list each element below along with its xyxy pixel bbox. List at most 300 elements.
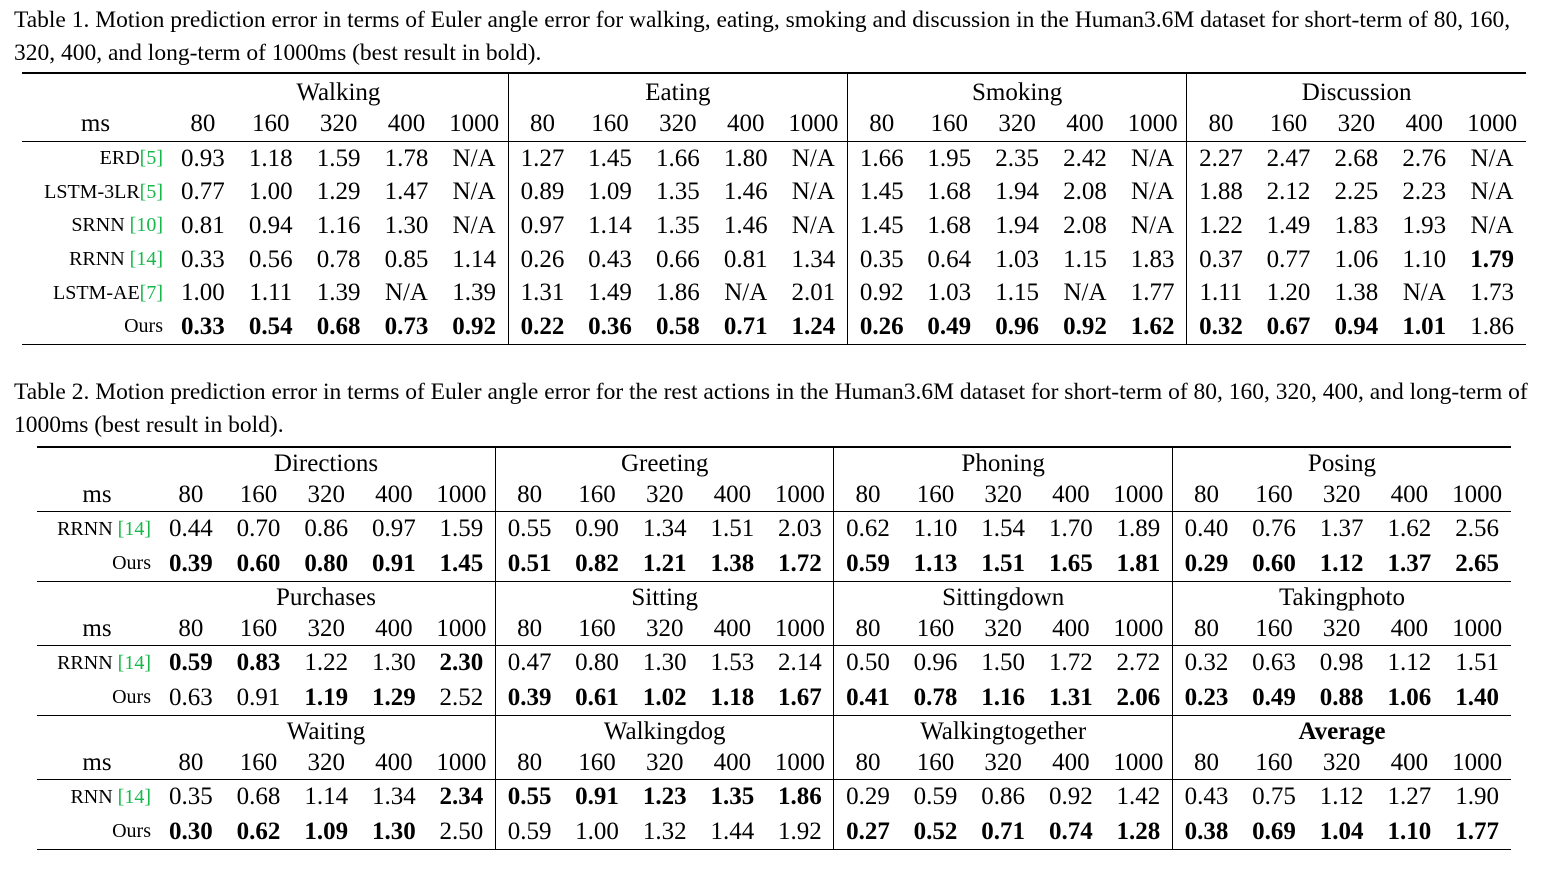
timestep-label: 400 [1037,746,1105,780]
timestep-label: 1000 [780,107,848,142]
table-cell: 0.90 [575,515,619,543]
method-label: ERD [99,147,140,170]
table-cell: 1.10 [913,515,958,543]
table-cell: 1.92 [766,815,834,850]
citation-link: [14] [117,785,151,808]
timestep-label: 80 [834,612,902,646]
table-cell: 0.54 [248,312,293,340]
table-cell: N/A [1119,209,1187,243]
table-row [37,681,1511,716]
table-cell: 1.22 [304,649,349,677]
table-cell: 1.16 [969,681,1037,716]
table-cell: 0.70 [236,515,281,543]
table-cell: 0.94 [248,211,293,239]
table-cell: 0.36 [588,312,632,340]
table-cell: 0.94 [1334,312,1379,340]
timestep-label: 160 [915,107,983,142]
table-cell: 0.73 [384,312,429,340]
timestep-label: 1000 [428,612,496,646]
table-cell: 1.03 [927,279,972,307]
table-cell: 0.47 [507,649,552,677]
table-cell: 1.59 [316,144,361,172]
timestep-label: 400 [1037,478,1105,512]
timestep-label: 1000 [766,478,834,512]
group-label: Eating [508,73,847,107]
table-cell: 0.78 [902,681,970,716]
method-label: LSTM-3LR [44,180,140,203]
timestep-label: 1000 [766,612,834,646]
table-cell: 0.40 [1184,515,1229,543]
group-label: Walkingdog [495,716,833,747]
table-cell: 0.30 [168,817,213,845]
table-cell: 0.91 [360,547,428,582]
table-cell: 1.01 [1402,312,1447,340]
table-cell: 0.62 [846,515,890,543]
table-cell: 1.09 [588,178,632,206]
timestep-label: 400 [1051,107,1119,142]
table-cell: 1.72 [1048,649,1093,677]
table-cell: 0.60 [1240,547,1308,582]
table-cell: 2.47 [1266,144,1311,172]
table-cell: 1.49 [588,279,632,307]
table-cell: 1.62 [1119,310,1187,344]
method-name [37,646,157,681]
table-cell: 0.59 [913,783,958,811]
table-row [37,646,1511,681]
group-header-spacer [37,447,157,478]
table-cell: 1.12 [1387,649,1432,677]
table-cell: 0.82 [563,547,631,582]
table-cell: 0.69 [1252,817,1296,845]
citation-link: [5] [139,147,163,170]
table-cell: 1.83 [1334,211,1379,239]
method-name [37,681,157,716]
table-cell: 1.24 [780,310,848,344]
table-cell: 2.30 [428,646,496,681]
table-cell: 0.92 [1048,783,1093,811]
group-label: Smoking [848,73,1187,107]
table-cell: 0.89 [520,178,565,206]
table-cell: 1.81 [1105,547,1173,582]
table-cell: 0.63 [157,681,225,716]
timestep-label: 1000 [1105,478,1173,512]
timestep-label: 80 [834,746,902,780]
table-cell: 0.22 [520,312,565,340]
table-cell: N/A [724,279,768,307]
table-cell: 1.00 [575,817,619,845]
table-cell: 1.16 [316,211,361,239]
table-cell: 1.66 [656,144,700,172]
group-header-spacer [22,73,169,107]
table-cell: 1.39 [316,279,361,307]
table-cell: 1.62 [1387,515,1432,543]
table-cell: 1.44 [710,817,755,845]
table-cell: 0.55 [507,783,552,811]
table-cell: 2.06 [1105,681,1173,716]
table-cell: 0.62 [236,817,281,845]
table-cell: 0.71 [981,817,1026,845]
timestep-label: 160 [1240,746,1308,780]
method-name [22,209,169,243]
table-cell: 1.00 [248,178,293,206]
citation-link: [7] [139,281,163,304]
table-cell: 2.25 [1334,178,1379,206]
ms-label: ms [37,612,157,646]
table-cell: 0.78 [316,245,361,273]
table-cell: 0.52 [913,817,958,845]
table-cell: 1.11 [1199,279,1243,307]
table-cell: 1.89 [1105,512,1173,547]
table-cell: N/A [780,176,848,210]
citation-link: [14] [117,651,151,674]
timestep-label: 1000 [1443,612,1511,646]
table-cell: 0.32 [1184,649,1229,677]
timestep-label: 320 [292,612,360,646]
table-cell: 1.23 [642,783,687,811]
table-cell: 0.29 [846,783,890,811]
timestep-label: 400 [699,746,767,780]
table-cell: 1.49 [1266,211,1311,239]
table-cell: 0.76 [1252,515,1296,543]
table-cell: 0.55 [507,515,552,543]
table-cell: 1.39 [440,276,508,310]
table-cell: 1.78 [384,144,429,172]
table-cell: 0.96 [913,649,958,677]
table-cell: 0.39 [157,547,225,582]
table-cell: 1.93 [1402,211,1447,239]
timestep-label: 80 [1187,107,1255,142]
table-cell: N/A [1119,176,1187,210]
table1 [22,72,1526,345]
table-cell: 1.02 [631,681,699,716]
table-cell: 1.68 [927,178,972,206]
table-cell: 2.12 [1266,178,1311,206]
table-cell: 1.35 [656,178,700,206]
timestep-label: 80 [495,478,563,512]
table-cell: 0.26 [520,245,565,273]
table-cell: 1.67 [766,681,834,716]
table-cell: 1.45 [588,144,632,172]
table-cell: 2.08 [1063,211,1107,239]
table-cell: 1.45 [859,178,904,206]
table-cell: 1.29 [316,178,361,206]
ms-label: ms [37,746,157,780]
table-cell: 1.14 [440,243,508,277]
timestep-label: 320 [1308,478,1376,512]
table-cell: 0.97 [520,211,565,239]
table-cell: 1.46 [723,178,768,206]
table-cell: 0.26 [859,312,904,340]
table-cell: 1.15 [1063,245,1107,273]
table-cell: 1.38 [1334,279,1379,307]
timestep-label: 160 [1255,107,1323,142]
table-cell: 0.59 [168,649,213,677]
timestep-label: 160 [563,612,631,646]
table-cell: N/A [440,142,508,176]
table-cell: 1.59 [428,512,496,547]
method-label: RRNN [57,651,118,674]
table-cell: 0.80 [575,649,619,677]
table-cell: 1.31 [520,279,565,307]
table-cell: 1.80 [723,144,768,172]
method-label: Ours [112,820,151,843]
table-cell: 1.51 [969,547,1037,582]
table-cell: 1.51 [710,515,755,543]
table-cell: 1.12 [1308,547,1376,582]
table-cell: 0.61 [563,681,631,716]
table2-caption: Table 2. Motion prediction error in terms of Euler angle error for the rest actions in the Human3.6M dataset for short-term of 80, 160, 320, 400, and long-term of 1000ms (best result in bold). [14,379,1528,438]
table-cell: 1.53 [710,649,755,677]
table-cell: 0.80 [292,547,360,582]
method-label: RRNN [57,517,118,540]
table-cell: 0.75 [1252,783,1296,811]
table-cell: 1.28 [1105,815,1173,850]
table-cell: 1.10 [1387,817,1432,845]
timestep-label: 400 [1037,612,1105,646]
method-name [22,243,169,277]
timestep-label: 320 [1308,612,1376,646]
timestep-label: 80 [834,478,902,512]
table-cell: 1.09 [304,817,349,845]
table-row [37,512,1511,547]
table-cell: 1.34 [780,243,848,277]
timestep-label: 160 [225,746,293,780]
method-name [37,815,157,850]
table-cell: 1.34 [372,783,416,811]
timestep-label: 1000 [428,478,496,512]
table-cell: 0.37 [1199,245,1243,273]
table-cell: 1.12 [1319,783,1364,811]
method-label: RRNN [69,248,130,271]
method-name [22,176,169,210]
table-cell: 0.43 [1184,783,1229,811]
table-cell: 1.45 [428,547,496,582]
table-cell: 1.45 [859,211,904,239]
table-cell: 0.59 [834,547,902,582]
timestep-label: 400 [699,612,767,646]
method-label: Ours [112,686,151,709]
timestep-label: 320 [292,746,360,780]
table-cell: 1.68 [927,211,972,239]
timestep-label: 80 [157,478,225,512]
timestep-label: 400 [1390,107,1458,142]
timestep-label: 80 [848,107,916,142]
table-row [22,310,1526,344]
table-cell: 0.91 [225,681,293,716]
table-cell: 1.66 [859,144,904,172]
table-cell: 0.81 [181,211,225,239]
method-label: Ours [112,552,151,575]
timestep-label: 80 [495,612,563,646]
timestep-label: 400 [373,107,441,142]
table-cell: 0.92 [859,279,904,307]
table-cell: 1.14 [588,211,632,239]
timestep-label: 400 [360,746,428,780]
method-name [22,276,169,310]
table-cell: 0.97 [372,515,416,543]
ms-label: ms [22,107,169,142]
method-label: LSTM-AE [53,281,140,304]
table-cell: 0.92 [1063,312,1107,340]
group-label: Average [1298,718,1386,745]
table-cell: N/A [384,279,428,307]
table-cell: 0.63 [1252,649,1296,677]
table-cell: 0.77 [1266,245,1311,273]
timestep-label: 80 [157,746,225,780]
group-label: Walkingtogether [834,716,1173,747]
table-cell: 0.29 [1172,547,1240,582]
table-cell: 1.10 [1402,245,1447,273]
group-label: Phoning [834,447,1173,478]
timestep-label: 160 [1240,478,1308,512]
timestep-label: 320 [631,612,699,646]
table-cell: N/A [440,209,508,243]
table-cell: 0.33 [181,312,225,340]
table-cell: 0.35 [859,245,904,273]
table-cell: 1.18 [699,681,767,716]
table-cell: 2.01 [780,276,848,310]
table1-caption: Table 1. Motion prediction error in terms of Euler angle error for walking, eating, smoking and discussion in the Human3.6M dataset for short-term of 80, 160, 320, 400, and long-term of 1000ms (best result in bold). [14,7,1511,66]
timestep-label: 400 [699,478,767,512]
table-cell: 0.66 [656,245,700,273]
method-label: Ours [124,315,163,338]
timestep-label: 400 [1376,478,1444,512]
table-row [22,176,1526,210]
timestep-label: 160 [225,478,293,512]
table-cell: 2.14 [766,646,834,681]
timestep-label: 400 [1376,746,1444,780]
timestep-label: 320 [305,107,373,142]
table-cell: 0.50 [846,649,890,677]
group-label: Sitting [495,582,833,613]
table-cell: 0.41 [834,681,902,716]
table-row [22,142,1526,176]
table-cell: 1.00 [181,279,225,307]
group-label: Posing [1307,450,1377,477]
timestep-label: 80 [495,746,563,780]
table-cell: 0.81 [723,245,768,273]
timestep-label: 1000 [1458,107,1526,142]
table-cell: 1.11 [249,279,293,307]
timestep-label: 320 [969,478,1037,512]
timestep-label: 160 [1240,612,1308,646]
table-cell: 2.50 [428,815,496,850]
table-cell: 2.42 [1063,144,1107,172]
table-cell: 0.96 [995,312,1039,340]
table-cell: N/A [780,209,848,243]
table-cell: 1.50 [981,649,1026,677]
timestep-label: 1000 [1119,107,1187,142]
group-label: Waiting [157,716,495,747]
table-cell: 0.86 [304,515,349,543]
timestep-label: 1000 [428,746,496,780]
table-cell: 1.27 [520,144,565,172]
group-label: Sittingdown [834,582,1173,613]
table-cell: 2.27 [1199,144,1243,172]
table-cell: 1.90 [1455,783,1499,811]
table-cell: 1.77 [1455,817,1499,845]
timestep-header-row [37,612,1511,646]
table-cell: 1.77 [1119,276,1187,310]
table-cell: 0.64 [927,245,972,273]
table-cell: 1.13 [902,547,970,582]
table2 [37,446,1511,850]
citation-link: [10] [129,214,163,237]
table-cell: 1.18 [248,144,293,172]
timestep-label: 320 [1308,746,1376,780]
table-cell: 1.94 [995,211,1039,239]
table-cell: 0.93 [181,144,225,172]
table-cell: 1.70 [1048,515,1093,543]
table-cell: 2.68 [1334,144,1379,172]
table-cell: 0.98 [1319,649,1364,677]
timestep-label: 160 [902,612,970,646]
table-cell: 1.27 [1387,783,1432,811]
table-cell: 2.76 [1402,144,1447,172]
table-cell: 2.72 [1105,646,1173,681]
table-cell: 0.92 [440,310,508,344]
table-cell: 0.38 [1184,817,1229,845]
table-cell: 0.91 [575,783,619,811]
table-cell: 1.86 [766,780,834,815]
table-cell: 1.35 [710,783,755,811]
method-name [37,547,157,582]
method-label: RNN [70,785,118,808]
table-cell: 1.40 [1443,681,1511,716]
ms-label: ms [37,478,157,512]
table-cell: 0.88 [1308,681,1376,716]
timestep-label: 400 [1376,612,1444,646]
timestep-label: 160 [576,107,644,142]
table-cell: 1.72 [766,547,834,582]
table-cell: 1.38 [699,547,767,582]
timestep-header-row [37,746,1511,780]
table-cell: 1.73 [1470,279,1514,307]
table-cell: N/A [1063,279,1107,307]
table-cell: 0.71 [723,312,768,340]
group-label: Discussion [1301,79,1412,106]
group-label: Greeting [495,447,833,478]
table-cell: 1.06 [1334,245,1379,273]
table-cell: 0.49 [1240,681,1308,716]
table-cell: N/A [1470,211,1514,239]
timestep-label: 320 [1322,107,1390,142]
timestep-label: 80 [169,107,237,142]
table-cell: N/A [780,142,848,176]
timestep-label: 160 [902,746,970,780]
table-cell: 2.65 [1443,547,1511,582]
table-cell: 1.95 [927,144,972,172]
timestep-label: 1000 [1105,746,1173,780]
table-cell: 0.60 [225,547,293,582]
timestep-label: 400 [360,612,428,646]
table-cell: 1.34 [642,515,687,543]
table-cell: 1.19 [292,681,360,716]
timestep-label: 1000 [1105,612,1173,646]
table-cell: 2.35 [995,144,1039,172]
table-cell: 1.86 [1470,312,1514,340]
citation-link: [14] [129,248,163,271]
table-cell: 1.35 [656,211,700,239]
table-row [22,276,1526,310]
group-label: Purchases [157,582,495,613]
table-cell: 0.49 [927,312,972,340]
table-cell: 1.46 [723,211,768,239]
method-name [37,512,157,547]
table-cell: 0.35 [168,783,213,811]
method-name [22,310,169,344]
group-header-row [22,73,1526,107]
